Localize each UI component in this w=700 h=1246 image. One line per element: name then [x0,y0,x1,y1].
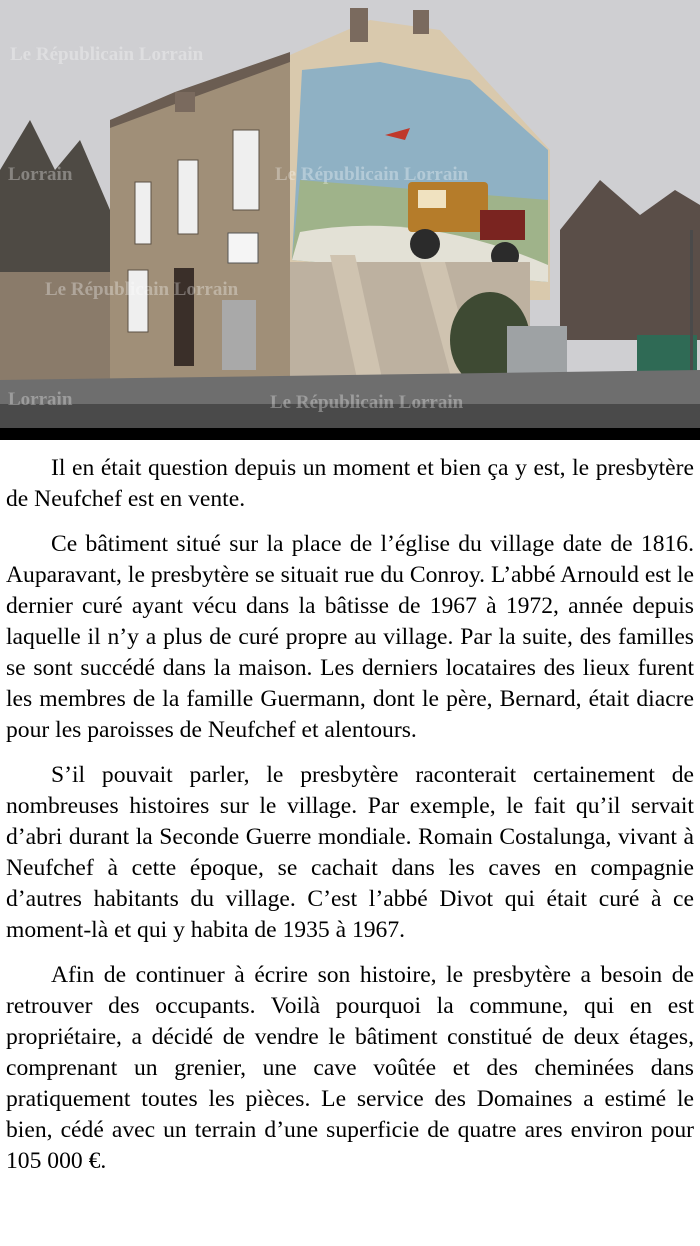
watermark: Le Républicain Lorrain [45,279,239,300]
photo-bottom-bar [0,428,700,440]
watermark: Le Républicain Lorrain [270,392,464,413]
watermark: Le Républicain Lorrain [275,164,469,185]
article-paragraph: Afin de continuer à écrire son histoire, le presbytère a besoin de retrouver des occupants. Voilà pourquoi la commune, qui en est propriétaire, a décidé de vendre le bâtiment constitué de deux étages, comprenant un grenier, une cave voûtée et des cheminées dans pratiquement toutes les pièces. Le service des Domaines a estimé le bien, cédé avec un terrain d’une superficie de quatre ares environ pour 105 000 €. [6,962,694,1174]
car-wheel [410,229,440,259]
watermark: Lorrain [8,164,73,185]
window [135,182,151,244]
window [233,130,259,210]
watermark: Le Républicain Lorrain [10,44,204,65]
chimney [413,10,429,34]
presbytery-photo [0,0,700,428]
article-body [0,440,700,1191]
article-paragraph: Ce bâtiment situé sur la place de l’église du village date de 1816. Auparavant, le presbytère se situait rue du Conroy. L’abbé Arnould est le dernier curé ayant vécu dans la bâtisse de 1967 à 1972, année depuis laquelle il n’y a plus de curé propre au village. Par la suite, des familles se sont succédé dans la maison. Les derniers locataires des lieux furent les membres de la famille Guermann, dont le père, Bernard, était diacre pour les paroisses de Neufchef et alentours. [6,531,694,743]
article-photo [0,0,700,428]
article-paragraph: S’il pouvait parler, le presbytère raconterait certainement de nombreuses histoires sur le village. Par exemple, le fait qu’il servait d’abri durant la Seconde Guerre mondiale. Romain Costalunga, vivant à Neufchef à cette époque, se cachait dans les caves en compagnie d’autres habitants du village. C’est l’abbé Divot qui était curé à ce moment-là et qui y habita de 1935 à 1967. [6,762,694,943]
chimney [350,8,368,42]
watermark: Lorrain [8,389,73,410]
article-paragraph: Il en était question depuis un moment et bien ça y est, le presbytère de Neufchef est en vente. [6,455,694,512]
window [178,160,198,234]
basketball-board [228,233,258,263]
